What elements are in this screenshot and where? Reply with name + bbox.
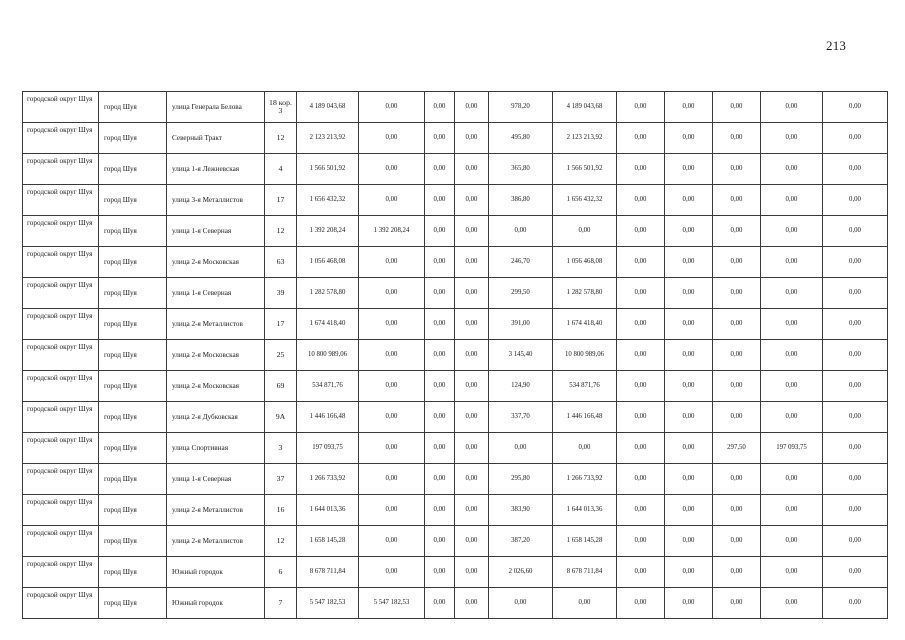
- cell-amount-4: 0,00: [455, 371, 489, 402]
- cell-amount-2: 0,00: [359, 123, 425, 154]
- cell-street: улица 2-я Металлистов: [167, 309, 265, 340]
- table-row: [23, 309, 888, 340]
- cell-district: городской округ Шуя: [23, 557, 99, 588]
- cell-amount-10: 0,00: [761, 154, 823, 185]
- cell-amount-6: 1 658 145,28: [553, 526, 617, 557]
- cell-amount-3: 0,00: [425, 278, 455, 309]
- table-row: [23, 278, 888, 309]
- cell-amount-7: 0,00: [617, 154, 665, 185]
- cell-amount-11: 0,00: [823, 402, 888, 433]
- cell-amount-8: 0,00: [665, 588, 713, 619]
- cell-amount-7: 0,00: [617, 371, 665, 402]
- cell-amount-4: 0,00: [455, 402, 489, 433]
- cell-city: город Шуя: [99, 216, 167, 247]
- cell-amount-7: 0,00: [617, 247, 665, 278]
- cell-district: городской округ Шуя: [23, 185, 99, 216]
- cell-amount-6: 0,00: [553, 588, 617, 619]
- cell-street: улица 2-я Московская: [167, 340, 265, 371]
- cell-amount-8: 0,00: [665, 433, 713, 464]
- cell-area-2: 0,00: [713, 185, 761, 216]
- cell-amount-10: 0,00: [761, 371, 823, 402]
- cell-house-number: 12: [265, 526, 297, 557]
- cell-amount-4: 0,00: [455, 216, 489, 247]
- cell-area: 391,00: [489, 309, 553, 340]
- cell-amount-11: 0,00: [823, 464, 888, 495]
- cell-amount-10: 0,00: [761, 278, 823, 309]
- cell-amount-2: 0,00: [359, 402, 425, 433]
- cell-amount-10: 0,00: [761, 402, 823, 433]
- cell-amount-4: 0,00: [455, 92, 489, 123]
- cell-area-2: 0,00: [713, 588, 761, 619]
- cell-amount-8: 0,00: [665, 278, 713, 309]
- cell-amount-7: 0,00: [617, 557, 665, 588]
- cell-amount-6: 534 871,76: [553, 371, 617, 402]
- cell-amount-2: 1 392 208,24: [359, 216, 425, 247]
- table-row: [23, 123, 888, 154]
- cell-amount-10: 0,00: [761, 526, 823, 557]
- cell-amount-2: 0,00: [359, 247, 425, 278]
- cell-amount-6: 1 644 013,36: [553, 495, 617, 526]
- table-row: [23, 588, 888, 619]
- cell-area-2: 0,00: [713, 216, 761, 247]
- cell-amount-11: 0,00: [823, 495, 888, 526]
- cell-district: городской округ Шуя: [23, 309, 99, 340]
- cell-total-cost: 1 656 432,32: [297, 185, 359, 216]
- cell-amount-4: 0,00: [455, 495, 489, 526]
- cell-house-number: 12: [265, 123, 297, 154]
- cell-amount-2: 0,00: [359, 92, 425, 123]
- table-body: [23, 92, 888, 619]
- cell-amount-11: 0,00: [823, 92, 888, 123]
- cell-house-number: 12: [265, 216, 297, 247]
- cell-amount-10: 0,00: [761, 340, 823, 371]
- cell-amount-6: 1 566 501,92: [553, 154, 617, 185]
- cell-amount-2: 0,00: [359, 340, 425, 371]
- cell-street: улица 1-я Северная: [167, 464, 265, 495]
- cell-amount-3: 0,00: [425, 557, 455, 588]
- cell-amount-7: 0,00: [617, 340, 665, 371]
- table-row: [23, 185, 888, 216]
- cell-city: город Шуя: [99, 309, 167, 340]
- cell-city: город Шуя: [99, 371, 167, 402]
- page-number: 213: [826, 38, 847, 53]
- cell-house-number: 17: [265, 309, 297, 340]
- cell-amount-10: 0,00: [761, 309, 823, 340]
- cell-house-number: 16: [265, 495, 297, 526]
- cell-amount-7: 0,00: [617, 402, 665, 433]
- cell-total-cost: 1 644 013,36: [297, 495, 359, 526]
- cell-amount-7: 0,00: [617, 433, 665, 464]
- table-row: [23, 433, 888, 464]
- cell-district: городской округ Шуя: [23, 92, 99, 123]
- cell-amount-8: 0,00: [665, 309, 713, 340]
- cell-street: улица 2-я Дубковская: [167, 402, 265, 433]
- cell-amount-3: 0,00: [425, 247, 455, 278]
- cell-amount-8: 0,00: [665, 464, 713, 495]
- cell-amount-3: 0,00: [425, 433, 455, 464]
- cell-amount-2: 0,00: [359, 526, 425, 557]
- cell-amount-6: 0,00: [553, 433, 617, 464]
- cell-amount-2: 5 547 182,53: [359, 588, 425, 619]
- cell-amount-7: 0,00: [617, 309, 665, 340]
- table-row: [23, 402, 888, 433]
- cell-amount-2: 0,00: [359, 371, 425, 402]
- cell-amount-11: 0,00: [823, 371, 888, 402]
- cell-total-cost: 1 658 145,28: [297, 526, 359, 557]
- cell-amount-6: 1 282 578,80: [553, 278, 617, 309]
- cell-total-cost: 1 446 166,48: [297, 402, 359, 433]
- cell-amount-6: 1 056 468,08: [553, 247, 617, 278]
- cell-amount-11: 0,00: [823, 185, 888, 216]
- cell-amount-4: 0,00: [455, 123, 489, 154]
- cell-amount-3: 0,00: [425, 154, 455, 185]
- cell-amount-2: 0,00: [359, 495, 425, 526]
- cell-amount-3: 0,00: [425, 309, 455, 340]
- cell-area-2: 297,50: [713, 433, 761, 464]
- cell-area: 246,70: [489, 247, 553, 278]
- cell-amount-2: 0,00: [359, 464, 425, 495]
- cell-district: городской округ Шуя: [23, 154, 99, 185]
- cell-house-number: 3: [265, 433, 297, 464]
- cell-total-cost: 1 566 501,92: [297, 154, 359, 185]
- cell-amount-4: 0,00: [455, 526, 489, 557]
- cell-amount-2: 0,00: [359, 185, 425, 216]
- cell-street: улица 2-я Московская: [167, 371, 265, 402]
- cell-amount-3: 0,00: [425, 216, 455, 247]
- cell-amount-10: 0,00: [761, 185, 823, 216]
- cell-amount-11: 0,00: [823, 309, 888, 340]
- cell-amount-4: 0,00: [455, 309, 489, 340]
- cell-street: Южный городок: [167, 557, 265, 588]
- cell-area: 387,20: [489, 526, 553, 557]
- cell-total-cost: 5 547 182,53: [297, 588, 359, 619]
- cell-area: 3 145,40: [489, 340, 553, 371]
- cell-area-2: 0,00: [713, 92, 761, 123]
- cell-amount-10: 197 093,75: [761, 433, 823, 464]
- cell-amount-11: 0,00: [823, 154, 888, 185]
- cell-street: улица 1-я Лежневская: [167, 154, 265, 185]
- cell-area: 386,80: [489, 185, 553, 216]
- cell-city: город Шуя: [99, 340, 167, 371]
- cell-street: улица Генерала Белова: [167, 92, 265, 123]
- cell-area-2: 0,00: [713, 278, 761, 309]
- cell-amount-3: 0,00: [425, 123, 455, 154]
- cell-amount-7: 0,00: [617, 92, 665, 123]
- cell-amount-10: 0,00: [761, 247, 823, 278]
- table-row: [23, 154, 888, 185]
- cell-amount-4: 0,00: [455, 247, 489, 278]
- cell-amount-3: 0,00: [425, 464, 455, 495]
- cell-street: улица 2-я Металлистов: [167, 526, 265, 557]
- cell-amount-10: 0,00: [761, 216, 823, 247]
- cell-amount-7: 0,00: [617, 278, 665, 309]
- cell-house-number: 69: [265, 371, 297, 402]
- cell-house-number: 63: [265, 247, 297, 278]
- cell-amount-10: 0,00: [761, 495, 823, 526]
- table-row: [23, 216, 888, 247]
- cell-amount-3: 0,00: [425, 588, 455, 619]
- cell-area-2: 0,00: [713, 557, 761, 588]
- cell-amount-6: 1 674 418,40: [553, 309, 617, 340]
- cell-city: город Шуя: [99, 123, 167, 154]
- table-row: [23, 371, 888, 402]
- table-row: [23, 464, 888, 495]
- cell-total-cost: 1 674 418,40: [297, 309, 359, 340]
- cell-amount-10: 0,00: [761, 557, 823, 588]
- table-row: [23, 495, 888, 526]
- cell-area: 0,00: [489, 216, 553, 247]
- cell-district: городской округ Шуя: [23, 464, 99, 495]
- table-row: [23, 247, 888, 278]
- cell-district: городской округ Шуя: [23, 247, 99, 278]
- cell-street: улица 1-я Северная: [167, 216, 265, 247]
- cell-amount-8: 0,00: [665, 495, 713, 526]
- housing-repair-table: [22, 91, 888, 619]
- cell-amount-7: 0,00: [617, 464, 665, 495]
- cell-district: городской округ Шуя: [23, 495, 99, 526]
- cell-area: 337,70: [489, 402, 553, 433]
- cell-area-2: 0,00: [713, 526, 761, 557]
- cell-amount-8: 0,00: [665, 402, 713, 433]
- cell-amount-4: 0,00: [455, 154, 489, 185]
- cell-amount-7: 0,00: [617, 526, 665, 557]
- cell-house-number: 4: [265, 154, 297, 185]
- cell-amount-8: 0,00: [665, 92, 713, 123]
- cell-amount-8: 0,00: [665, 557, 713, 588]
- cell-area: 978,20: [489, 92, 553, 123]
- cell-amount-11: 0,00: [823, 557, 888, 588]
- cell-amount-7: 0,00: [617, 185, 665, 216]
- cell-house-number: 37: [265, 464, 297, 495]
- cell-amount-4: 0,00: [455, 588, 489, 619]
- cell-street: улица 2-я Московская: [167, 247, 265, 278]
- cell-city: город Шуя: [99, 464, 167, 495]
- cell-amount-6: 1 266 733,92: [553, 464, 617, 495]
- cell-amount-8: 0,00: [665, 247, 713, 278]
- cell-total-cost: 1 056 468,08: [297, 247, 359, 278]
- cell-amount-4: 0,00: [455, 185, 489, 216]
- cell-amount-8: 0,00: [665, 340, 713, 371]
- cell-amount-8: 0,00: [665, 185, 713, 216]
- cell-amount-3: 0,00: [425, 92, 455, 123]
- cell-amount-7: 0,00: [617, 588, 665, 619]
- cell-district: городской округ Шуя: [23, 526, 99, 557]
- cell-area: 2 026,60: [489, 557, 553, 588]
- cell-house-number: 39: [265, 278, 297, 309]
- cell-amount-11: 0,00: [823, 340, 888, 371]
- cell-city: город Шуя: [99, 557, 167, 588]
- cell-street: улица 1-я Северная: [167, 278, 265, 309]
- cell-area-2: 0,00: [713, 247, 761, 278]
- cell-amount-3: 0,00: [425, 340, 455, 371]
- cell-amount-6: 10 800 989,06: [553, 340, 617, 371]
- cell-amount-7: 0,00: [617, 495, 665, 526]
- cell-district: городской округ Шуя: [23, 433, 99, 464]
- cell-amount-11: 0,00: [823, 247, 888, 278]
- cell-house-number: 25: [265, 340, 297, 371]
- cell-street: Северный Тракт: [167, 123, 265, 154]
- cell-district: городской округ Шуя: [23, 123, 99, 154]
- cell-city: город Шуя: [99, 185, 167, 216]
- cell-district: городской округ Шуя: [23, 340, 99, 371]
- cell-amount-4: 0,00: [455, 278, 489, 309]
- cell-area: 0,00: [489, 588, 553, 619]
- cell-amount-6: 8 678 711,84: [553, 557, 617, 588]
- cell-amount-7: 0,00: [617, 123, 665, 154]
- cell-area: 0,00: [489, 433, 553, 464]
- cell-city: город Шуя: [99, 92, 167, 123]
- cell-area-2: 0,00: [713, 402, 761, 433]
- cell-amount-2: 0,00: [359, 557, 425, 588]
- cell-amount-7: 0,00: [617, 216, 665, 247]
- cell-area-2: 0,00: [713, 340, 761, 371]
- cell-city: город Шуя: [99, 588, 167, 619]
- cell-amount-11: 0,00: [823, 433, 888, 464]
- cell-amount-8: 0,00: [665, 371, 713, 402]
- cell-city: город Шуя: [99, 247, 167, 278]
- cell-total-cost: 8 678 711,84: [297, 557, 359, 588]
- cell-total-cost: 534 871,76: [297, 371, 359, 402]
- cell-district: городской округ Шуя: [23, 216, 99, 247]
- cell-amount-6: 4 189 043,68: [553, 92, 617, 123]
- cell-city: город Шуя: [99, 433, 167, 464]
- cell-total-cost: 1 282 578,80: [297, 278, 359, 309]
- cell-amount-11: 0,00: [823, 278, 888, 309]
- cell-area-2: 0,00: [713, 309, 761, 340]
- cell-total-cost: 2 123 213,92: [297, 123, 359, 154]
- cell-area-2: 0,00: [713, 154, 761, 185]
- cell-amount-11: 0,00: [823, 526, 888, 557]
- cell-city: город Шуя: [99, 278, 167, 309]
- table-row: [23, 340, 888, 371]
- cell-amount-6: 0,00: [553, 216, 617, 247]
- cell-area: 295,80: [489, 464, 553, 495]
- cell-city: город Шуя: [99, 402, 167, 433]
- cell-amount-3: 0,00: [425, 495, 455, 526]
- table-row: [23, 92, 888, 123]
- cell-amount-11: 0,00: [823, 588, 888, 619]
- cell-amount-10: 0,00: [761, 588, 823, 619]
- cell-amount-6: 1 656 432,32: [553, 185, 617, 216]
- cell-amount-6: 2 123 213,92: [553, 123, 617, 154]
- cell-total-cost: 197 093,75: [297, 433, 359, 464]
- cell-area: 124,90: [489, 371, 553, 402]
- cell-area: 299,50: [489, 278, 553, 309]
- cell-amount-2: 0,00: [359, 433, 425, 464]
- cell-street: улица 3-я Металлистов: [167, 185, 265, 216]
- cell-house-number: 17: [265, 185, 297, 216]
- cell-amount-6: 1 446 166,48: [553, 402, 617, 433]
- cell-house-number: 7: [265, 588, 297, 619]
- cell-street: улица 2-я Металлистов: [167, 495, 265, 526]
- cell-total-cost: 1 266 733,92: [297, 464, 359, 495]
- cell-house-number: 18 кор. 3: [265, 92, 297, 123]
- cell-amount-2: 0,00: [359, 278, 425, 309]
- cell-area: 383,90: [489, 495, 553, 526]
- cell-amount-2: 0,00: [359, 154, 425, 185]
- cell-amount-3: 0,00: [425, 402, 455, 433]
- cell-amount-3: 0,00: [425, 185, 455, 216]
- cell-area: 365,80: [489, 154, 553, 185]
- cell-amount-3: 0,00: [425, 526, 455, 557]
- cell-house-number: 9А: [265, 402, 297, 433]
- cell-area: 495,80: [489, 123, 553, 154]
- cell-total-cost: 1 392 208,24: [297, 216, 359, 247]
- cell-area-2: 0,00: [713, 464, 761, 495]
- cell-house-number: 6: [265, 557, 297, 588]
- cell-amount-11: 0,00: [823, 216, 888, 247]
- cell-amount-10: 0,00: [761, 123, 823, 154]
- cell-amount-3: 0,00: [425, 371, 455, 402]
- cell-area-2: 0,00: [713, 123, 761, 154]
- cell-amount-8: 0,00: [665, 154, 713, 185]
- cell-city: город Шуя: [99, 154, 167, 185]
- cell-amount-11: 0,00: [823, 123, 888, 154]
- cell-city: город Шуя: [99, 495, 167, 526]
- cell-total-cost: 4 189 043,68: [297, 92, 359, 123]
- cell-amount-8: 0,00: [665, 526, 713, 557]
- cell-district: городской округ Шуя: [23, 278, 99, 309]
- cell-city: город Шуя: [99, 526, 167, 557]
- table-row: [23, 526, 888, 557]
- cell-amount-4: 0,00: [455, 464, 489, 495]
- cell-street: Южный городок: [167, 588, 265, 619]
- cell-street: улица Спортивная: [167, 433, 265, 464]
- cell-district: городской округ Шуя: [23, 371, 99, 402]
- cell-amount-8: 0,00: [665, 123, 713, 154]
- cell-amount-8: 0,00: [665, 216, 713, 247]
- cell-total-cost: 10 800 989,06: [297, 340, 359, 371]
- cell-amount-4: 0,00: [455, 433, 489, 464]
- cell-district: городской округ Шуя: [23, 588, 99, 619]
- cell-amount-4: 0,00: [455, 340, 489, 371]
- cell-amount-2: 0,00: [359, 309, 425, 340]
- cell-area-2: 0,00: [713, 495, 761, 526]
- cell-area-2: 0,00: [713, 371, 761, 402]
- cell-amount-4: 0,00: [455, 557, 489, 588]
- cell-amount-10: 0,00: [761, 464, 823, 495]
- table-row: [23, 557, 888, 588]
- cell-amount-10: 0,00: [761, 92, 823, 123]
- cell-district: городской округ Шуя: [23, 402, 99, 433]
